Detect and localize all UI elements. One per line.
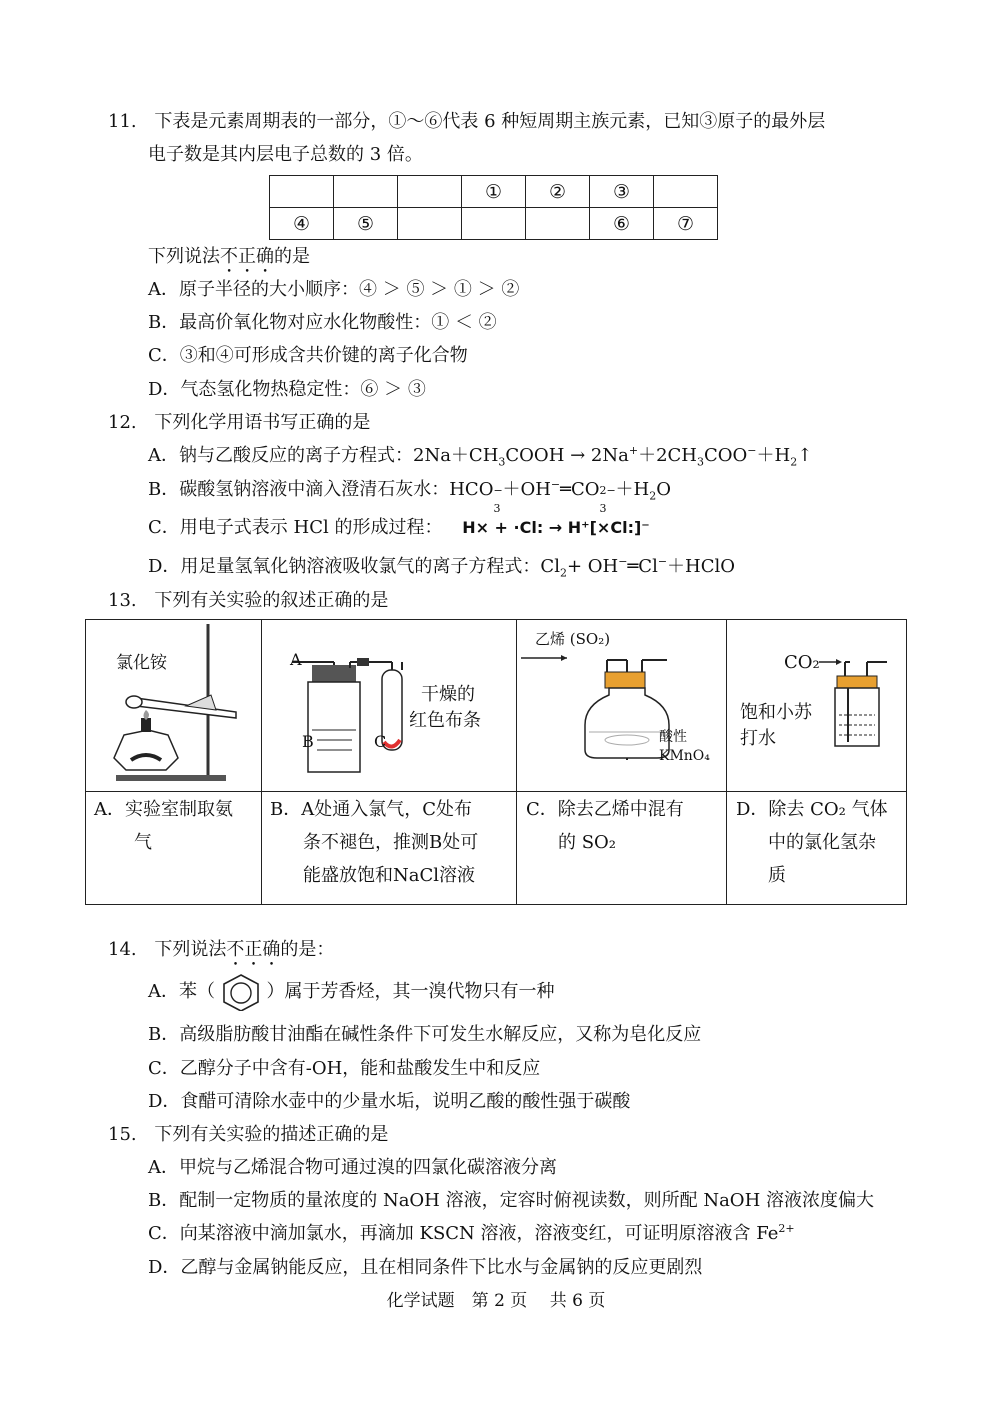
sub: 2 [790,455,798,469]
caption-c [526,793,724,859]
caption-line: 中的氯化氢杂 [768,832,876,853]
caption-b [270,793,514,892]
caption-line: 条不褪色，推测B处可 [303,832,479,853]
q11-option-d: D．气态氢化物热稳定性：⑥ ＞ ③ [148,379,426,400]
table-cell [334,176,398,208]
sup: + [628,444,639,457]
figure-label: 饱和小苏 [740,702,812,723]
table-cell [398,176,462,208]
figure-label: 打水 [740,728,776,749]
text: C．向某溶液中滴加氯水，再滴加 KSCN 溶液，溶液变红，可证明原溶液含 Fe [148,1223,779,1244]
text: A．钠与乙酸反应的离子方程式：2Na＋CH [148,445,499,466]
divider [86,791,906,792]
text: ＋OH [502,479,551,500]
sup: − [657,555,668,568]
sub: 2 [649,489,657,503]
page-footer: 化学试题 第 2 页 共 6 页 [386,1291,606,1311]
question-number: 11. [108,111,137,132]
table-row [270,176,718,208]
q12-option-d [148,555,735,579]
q13-stem-text: 下列有关实验的叙述正确的是 [154,590,389,611]
table-cell [654,176,718,208]
q12-stem [108,411,370,435]
text: ）属于芳香烃，其一溴代物只有一种 [266,981,555,1002]
q11-stem-line2: 电子数是其内层电子总数的 3 倍。 [148,144,423,165]
benzene-ring-icon [221,973,261,1011]
caption-line: B．A处通入氯气，C处布 [270,799,472,820]
q15-option-b: B．配制一定物质的量浓度的 NaOH 溶液，定容时俯视读数，则所配 NaOH 溶液浓度偏大 [148,1190,874,1211]
question-number: 12. [108,412,137,433]
electron-formula: H× + ·Cl: → H⁺[×Cl:]⁻ [462,518,650,537]
experiment-table [85,619,907,905]
text: COOH → 2Na [505,445,629,466]
text: ＋H [615,479,650,500]
text: ═Cl [627,556,658,577]
figure-label: 红色布条 [409,710,481,731]
q12-option-b: B．碳酸氢钠溶液中滴入澄清石灰水：HCO − 3 ＋OH−═CO 2− 3 $+H_2O$ [148,478,671,515]
text: 下列说法 [154,939,227,960]
q15-option-d: D．乙醇与金属钠能反应，且在相同条件下比水与金属钠的反应更剧烈 [148,1257,703,1278]
figure-label: 酸性 [659,729,687,745]
question-number: 14. [108,939,137,960]
table-cell: ④ [270,208,334,240]
q14-option-c: C．乙醇分子中含有-OH，能和盐酸发生中和反应 [148,1058,541,1079]
sub: 2 [559,566,567,580]
caption-line: C．除去乙烯中混有 [526,799,684,820]
table-cell: ⑥ [590,208,654,240]
emphasis-text: 不正确 [226,939,281,960]
q11-stem: 下表是元素周期表的一部分，①～⑥代表 6 种短周期主族元素，已知③原子的最外层 [154,111,826,132]
sup: − [747,444,757,457]
figure-label: B [302,732,314,751]
text: ＋HClO [667,556,736,577]
text: C．用电子式表示 HCl 的形成过程： [148,517,443,538]
q12-option-c [148,516,650,540]
table-row [270,208,718,240]
q11-option-b: B．最高价氧化物对应水化物酸性：① ＜ ② [148,312,497,333]
table-cell: ⑦ [654,208,718,240]
figure-label: 氯化铵 [116,653,167,673]
table-cell [526,208,590,240]
table-cell: ⑤ [334,208,398,240]
text: ═CO [560,479,600,500]
figure-label: KMnO₄ [659,748,710,764]
figure-label: 乙烯 (SO₂) [535,630,611,648]
text: ＋H [756,445,791,466]
q14-option-b: B．高级脂肪酸甘油酯在碱性条件下可发生水解反应，又称为皂化反应 [148,1024,702,1045]
ask-text: 的是 [274,246,310,267]
text: 的是： [280,939,335,960]
caption-d [736,793,906,892]
q12-stem-text: 下列化学用语书写正确的是 [154,412,371,433]
q15-stem [108,1123,388,1147]
q15-option-a: A．甲烷与乙烯混合物可通过溴的四氯化碳溶液分离 [148,1157,557,1178]
text: + OH [566,556,619,577]
sup: − [550,478,561,491]
text: A．苯（ [148,981,215,1002]
q11-ask [148,245,310,277]
caption-line: 气 [134,832,152,853]
text: COO [704,445,748,466]
sub: 3 [697,455,704,469]
sup: − [618,555,628,568]
q15-option-c [148,1222,795,1246]
caption-line: A．实验室制取氨 [94,799,233,820]
sub: 3 [498,455,506,469]
q12-option-a [148,444,812,468]
q11-stem-line1 [108,110,825,134]
figure-label: 干燥的 [421,684,475,705]
table-cell: ③ [590,176,654,208]
q14-stem [108,938,334,970]
ask-text: 下列说法 [148,246,220,267]
table-cell: ① [462,176,526,208]
text: ＋2CH [638,445,697,466]
text: O [656,479,671,500]
table-cell [462,208,526,240]
emphasis-text: 不正确 [220,246,274,267]
caption-line: D．除去 CO₂ 气体 [736,799,888,820]
apparatus-a-figure [86,620,261,791]
question-number: 15. [108,1124,137,1145]
q13-stem [108,589,388,613]
text: B．碳酸氢钠溶液中滴入澄清石灰水：HCO [148,479,494,500]
periodic-table-fragment [269,175,718,240]
question-number: 13. [108,590,137,611]
table-cell [398,208,462,240]
table-cell: ② [526,176,590,208]
caption-line: 质 [768,865,786,886]
sup: 2+ [778,1222,795,1235]
figure-label: CO₂ [784,652,820,673]
caption-a [94,793,259,859]
figure-label: A [290,650,302,669]
q14-option-d: D．食醋可清除水壶中的少量水垢，说明乙酸的酸性强于碳酸 [148,1091,631,1112]
q11-option-a: A．原子半径的大小顺序：④ ＞ ⑤ ＞ ① ＞ ② [148,279,520,300]
table-cell [270,176,334,208]
q15-stem-text: 下列有关实验的描述正确的是 [154,1124,389,1145]
q11-option-c: C．③和④可形成含共价键的离子化合物 [148,345,468,366]
q14-option-a [148,980,554,1004]
text: ↑ [797,445,813,466]
text: D．用足量氢氧化钠溶液吸收氯气的离子方程式：Cl [148,556,560,577]
caption-line: 的 SO₂ [558,832,617,853]
caption-line: 能盛放饱和NaCl溶液 [303,865,476,886]
figure-label: C [374,732,387,751]
